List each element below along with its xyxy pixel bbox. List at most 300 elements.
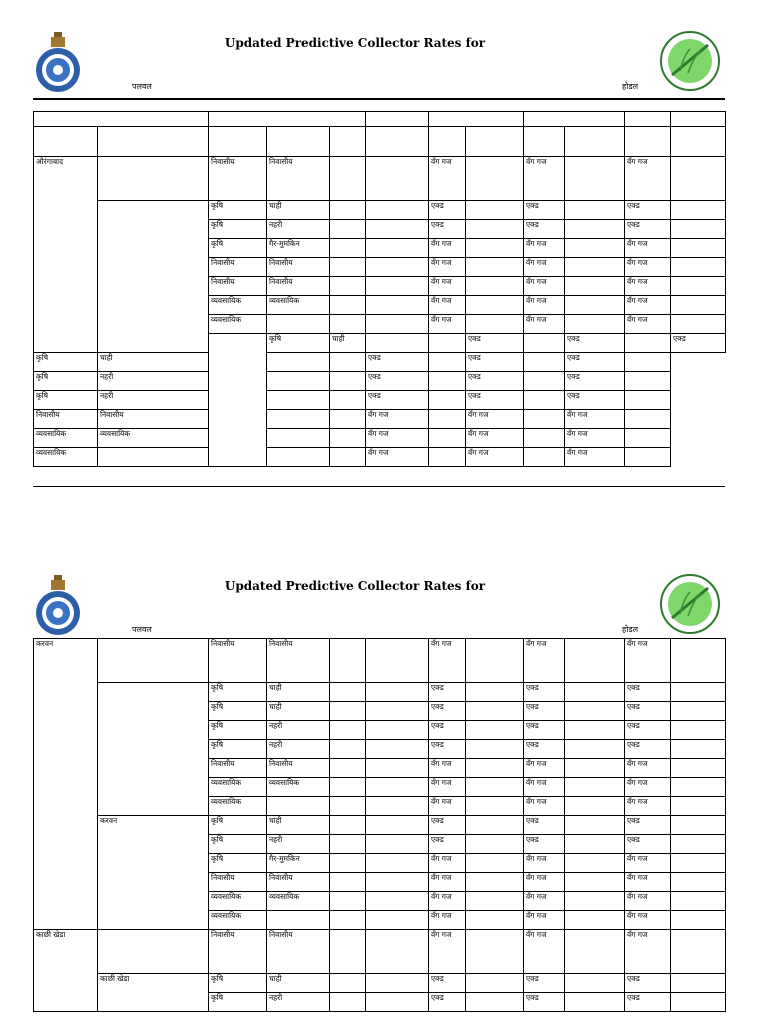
rate-cell [565, 892, 625, 911]
unit-cell: वँग गज [429, 258, 466, 277]
unit-cell: वँग गज [429, 296, 466, 315]
rate-cell [330, 410, 366, 429]
village-cell: काछी खेडा [34, 930, 98, 1012]
rate-cell [366, 759, 429, 778]
land-type-cell: गैर-मुमकिन [267, 854, 330, 873]
unit-cell: एक्ड [524, 816, 565, 835]
unit-cell: वँग गज [524, 854, 565, 873]
unit-cell: वँग गज [625, 258, 671, 277]
rate-cell [330, 429, 366, 448]
rate-cell [565, 683, 625, 702]
sub-village-cell [98, 683, 209, 816]
rate-cell [565, 797, 625, 816]
unit-cell: एक्ड [524, 835, 565, 854]
land-type-cell: चाही [267, 702, 330, 721]
rate-cell [565, 930, 625, 974]
footer-rule [33, 486, 725, 487]
rate-cell [366, 778, 429, 797]
unit-cell: वँग गज [625, 911, 671, 930]
rate-cell [429, 391, 466, 410]
land-type-cell: नहरी [267, 721, 330, 740]
unit-cell: वँग गज [524, 911, 565, 930]
land-type-cell: नहरी [267, 993, 330, 1012]
green-seal-icon [660, 574, 720, 634]
empty-cell [330, 740, 366, 759]
rate-cell [466, 315, 524, 334]
sub-village-cell [98, 930, 209, 974]
land-type-cell: निवासीय [267, 759, 330, 778]
sub-village-cell [209, 334, 267, 467]
unit-cell: वँग गज [429, 892, 466, 911]
unit-cell: एक्ड [466, 334, 524, 353]
rate-cell [366, 892, 429, 911]
land-type-cell: निवासीय [267, 277, 330, 296]
rate-cell [429, 410, 466, 429]
rate-cell [330, 353, 366, 372]
land-category-cell: कृषि [209, 854, 267, 873]
land-category-cell: कृषि [209, 702, 267, 721]
rate-cell [524, 353, 565, 372]
land-category-cell: कृषि [209, 239, 267, 258]
unit-cell: एक्ड [429, 201, 466, 220]
rates-table [33, 111, 726, 467]
land-type-cell: चाही [330, 334, 366, 353]
rate-cell [366, 315, 429, 334]
unit-cell: वँग गज [625, 277, 671, 296]
header-cell [625, 127, 671, 157]
unit-cell: एक्ड [625, 683, 671, 702]
unit-cell: एक्ड [625, 835, 671, 854]
rate-cell [366, 702, 429, 721]
rate-cell [366, 740, 429, 759]
land-type-cell: गैर-मुमकिन [267, 239, 330, 258]
unit-cell: वँग गज [466, 410, 524, 429]
rate-cell [366, 277, 429, 296]
district-label: पलवल [132, 625, 152, 634]
header-cell [565, 127, 625, 157]
rate-cell [466, 892, 524, 911]
table-row [34, 410, 726, 429]
empty-cell [330, 993, 366, 1012]
unit-cell: एक्ड [429, 721, 466, 740]
rate-cell [366, 930, 429, 974]
unit-cell: एक्ड [429, 220, 466, 239]
unit-cell: एक्ड [524, 993, 565, 1012]
rate-cell [565, 702, 625, 721]
land-type-cell: व्यवसायिक [267, 892, 330, 911]
rate-cell [466, 702, 524, 721]
empty-cell [330, 911, 366, 930]
header-cell [466, 127, 524, 157]
rate-cell [671, 201, 726, 220]
rate-cell [524, 372, 565, 391]
unit-cell: वँग गज [429, 911, 466, 930]
header-cell [209, 112, 366, 127]
land-type-cell: व्यवसायिक [98, 429, 209, 448]
empty-cell [330, 721, 366, 740]
rate-cell [565, 220, 625, 239]
unit-cell: एक्ड [565, 372, 625, 391]
unit-cell: वँग गज [524, 277, 565, 296]
rate-cell [671, 816, 726, 835]
rate-cell [671, 778, 726, 797]
empty-cell [267, 410, 330, 429]
rate-cell [466, 258, 524, 277]
rate-cell [671, 220, 726, 239]
empty-cell [330, 639, 366, 683]
rate-cell [466, 993, 524, 1012]
rate-cell [366, 993, 429, 1012]
land-type-cell [98, 448, 209, 467]
land-type-cell: निवासीय [267, 157, 330, 201]
rate-cell [466, 220, 524, 239]
unit-cell: एक्ड [625, 816, 671, 835]
rate-cell [671, 683, 726, 702]
rate-cell [524, 334, 565, 353]
rate-cell [565, 993, 625, 1012]
rate-cell [671, 639, 726, 683]
land-type-cell: व्यवसायिक [267, 296, 330, 315]
rate-cell [466, 201, 524, 220]
rate-cell [330, 372, 366, 391]
unit-cell: एक्ड [524, 721, 565, 740]
unit-cell: वँग गज [524, 778, 565, 797]
empty-cell [330, 797, 366, 816]
unit-cell: वँग गज [524, 759, 565, 778]
land-category-cell: व्यवसायिक [209, 911, 267, 930]
rate-cell [466, 740, 524, 759]
rate-cell [671, 993, 726, 1012]
table-row [34, 930, 726, 974]
header-cell [267, 127, 330, 157]
unit-cell: एक्ड [524, 974, 565, 993]
land-category-cell: कृषि [34, 391, 98, 410]
rate-cell [466, 296, 524, 315]
header-cell [209, 127, 267, 157]
rate-cell [671, 797, 726, 816]
rate-cell [671, 721, 726, 740]
unit-cell: वँग गज [524, 892, 565, 911]
unit-cell: वँग गज [524, 797, 565, 816]
rate-cell [565, 816, 625, 835]
unit-cell: वँग गज [466, 448, 524, 467]
rate-cell [671, 974, 726, 993]
rate-cell [466, 797, 524, 816]
page-section-2 [0, 572, 768, 1024]
table-row [34, 157, 726, 201]
unit-cell: वँग गज [565, 410, 625, 429]
unit-cell: एक्ड [524, 220, 565, 239]
rate-cell [565, 239, 625, 258]
document-title: Updated Predictive Collector Rates for [224, 579, 486, 593]
unit-cell: एक्ड [429, 835, 466, 854]
table-row [34, 683, 726, 702]
unit-cell: वँग गज [524, 639, 565, 683]
rate-cell [671, 930, 726, 974]
unit-cell: वँग गज [429, 277, 466, 296]
rate-cell [671, 854, 726, 873]
rate-cell [366, 201, 429, 220]
land-type-cell [267, 315, 330, 334]
table-row [34, 639, 726, 683]
land-category-cell: व्यवसायिक [209, 892, 267, 911]
unit-cell: वँग गज [524, 315, 565, 334]
unit-cell: एक्ड [524, 201, 565, 220]
land-category-cell: कृषि [34, 372, 98, 391]
unit-cell: वँग गज [524, 239, 565, 258]
header-cell [98, 127, 209, 157]
unit-cell: वँग गज [429, 157, 466, 201]
rate-cell [429, 334, 466, 353]
rate-cell [671, 296, 726, 315]
rate-cell [466, 721, 524, 740]
unit-cell: एक्ड [466, 391, 524, 410]
rate-cell [565, 854, 625, 873]
header-cell [366, 112, 429, 127]
unit-cell: एक्ड [429, 974, 466, 993]
header-cell [429, 127, 466, 157]
empty-cell [330, 277, 366, 296]
unit-cell: एक्ड [565, 334, 625, 353]
table-row [34, 353, 726, 372]
table-row [34, 429, 726, 448]
land-category-cell: निवासीय [209, 873, 267, 892]
land-type-cell [267, 797, 330, 816]
unit-cell: वँग गज [565, 448, 625, 467]
unit-cell: वँग गज [625, 157, 671, 201]
rate-cell [625, 391, 671, 410]
rate-cell [524, 391, 565, 410]
header-cell [429, 112, 524, 127]
empty-cell [330, 930, 366, 974]
land-category-cell: व्यवसायिक [209, 296, 267, 315]
rate-cell [330, 391, 366, 410]
document-title: Updated Predictive Collector Rates for [224, 36, 486, 50]
rate-cell [366, 911, 429, 930]
rate-cell [524, 429, 565, 448]
rate-cell [466, 854, 524, 873]
rate-cell [565, 258, 625, 277]
land-type-cell: नहरी [267, 740, 330, 759]
rate-cell [671, 277, 726, 296]
rate-cell [366, 296, 429, 315]
rate-cell [366, 854, 429, 873]
rate-cell [565, 759, 625, 778]
rate-cell [671, 258, 726, 277]
sub-village-cell [98, 639, 209, 683]
unit-cell: एक्ड [524, 740, 565, 759]
rate-cell [565, 835, 625, 854]
sub-village-cell [98, 157, 209, 201]
rate-cell [671, 157, 726, 201]
land-category-cell: व्यवसायिक [209, 778, 267, 797]
unit-cell: वँग गज [625, 759, 671, 778]
rate-cell [671, 873, 726, 892]
tehsil-label: होडल [622, 82, 639, 91]
unit-cell: वँग गज [625, 930, 671, 974]
rate-cell [366, 258, 429, 277]
rate-cell [671, 239, 726, 258]
unit-cell: एक्ड [466, 353, 524, 372]
land-type-cell: नहरी [98, 391, 209, 410]
village-cell: करवन [34, 639, 98, 930]
sub-village-cell: करवन [98, 816, 209, 930]
rate-cell [565, 721, 625, 740]
rate-cell [671, 835, 726, 854]
header-cell [671, 127, 726, 157]
land-category-cell: कृषि [34, 353, 98, 372]
district-label: पलवल [132, 82, 152, 91]
unit-cell: वँग गज [625, 296, 671, 315]
unit-cell: वँग गज [466, 429, 524, 448]
rate-cell [524, 448, 565, 467]
rate-cell [671, 315, 726, 334]
empty-cell [330, 157, 366, 201]
table-row [34, 391, 726, 410]
header-row [34, 112, 726, 127]
unit-cell: वँग गज [366, 448, 429, 467]
rate-cell [366, 835, 429, 854]
table-row [34, 816, 726, 835]
rate-cell [366, 816, 429, 835]
empty-cell [330, 854, 366, 873]
rate-cell [366, 157, 429, 201]
empty-cell [330, 892, 366, 911]
rate-cell [565, 639, 625, 683]
land-type-cell: नहरी [98, 372, 209, 391]
rate-cell [625, 334, 671, 353]
header-cell [34, 112, 209, 127]
unit-cell: वँग गज [524, 157, 565, 201]
unit-cell: एक्ड [366, 372, 429, 391]
land-type-cell: निवासीय [98, 410, 209, 429]
unit-cell: एक्ड [625, 220, 671, 239]
unit-cell: एक्ड [625, 993, 671, 1012]
sub-village-cell: काछी खेडा [98, 974, 209, 1012]
empty-cell [330, 835, 366, 854]
land-category-cell: कृषि [209, 740, 267, 759]
land-category-cell: कृषि [267, 334, 330, 353]
rates-table [33, 638, 726, 1012]
rate-cell [466, 277, 524, 296]
rate-cell [565, 740, 625, 759]
rate-cell [625, 410, 671, 429]
rate-cell [366, 639, 429, 683]
rate-cell [625, 372, 671, 391]
rate-cell [366, 683, 429, 702]
unit-cell: वँग गज [429, 930, 466, 974]
land-category-cell: कृषि [209, 835, 267, 854]
land-category-cell: कृषि [209, 721, 267, 740]
unit-cell: एक्ड [429, 683, 466, 702]
unit-cell: एक्ड [625, 201, 671, 220]
empty-cell [330, 778, 366, 797]
rate-cell [366, 721, 429, 740]
empty-cell [267, 429, 330, 448]
sub-village-cell [98, 201, 209, 353]
land-category-cell: निवासीय [209, 258, 267, 277]
land-type-cell: नहरी [267, 835, 330, 854]
rate-cell [565, 911, 625, 930]
header-cell [330, 127, 366, 157]
rate-cell [671, 892, 726, 911]
land-category-cell: निवासीय [209, 157, 267, 201]
unit-cell: एक्ड [466, 372, 524, 391]
rate-cell [466, 639, 524, 683]
unit-cell: एक्ड [565, 391, 625, 410]
land-category-cell: व्यवसायिक [209, 797, 267, 816]
unit-cell: वँग गज [524, 258, 565, 277]
land-category-cell: निवासीय [209, 639, 267, 683]
unit-cell: वँग गज [429, 759, 466, 778]
land-category-cell: निवासीय [209, 277, 267, 296]
land-type-cell: चाही [267, 816, 330, 835]
land-type-cell: नहरी [267, 220, 330, 239]
empty-cell [330, 702, 366, 721]
unit-cell: वँग गज [625, 892, 671, 911]
empty-cell [330, 239, 366, 258]
rate-cell [565, 974, 625, 993]
unit-cell: वँग गज [524, 873, 565, 892]
land-type-cell: चाही [98, 353, 209, 372]
header-rule [33, 98, 725, 100]
unit-cell: वँग गज [429, 873, 466, 892]
rate-cell [565, 157, 625, 201]
rate-cell [565, 277, 625, 296]
land-category-cell: कृषि [209, 816, 267, 835]
rate-cell [429, 429, 466, 448]
land-type-cell: व्यवसायिक [267, 778, 330, 797]
rate-cell [671, 702, 726, 721]
unit-cell: एक्ड [625, 721, 671, 740]
unit-cell: एक्ड [429, 993, 466, 1012]
header-cell [34, 127, 98, 157]
rate-cell [366, 220, 429, 239]
table-row [34, 974, 726, 993]
unit-cell: वँग गज [429, 315, 466, 334]
rate-cell [466, 816, 524, 835]
rate-cell [366, 239, 429, 258]
land-type-cell: चाही [267, 974, 330, 993]
rate-cell [330, 448, 366, 467]
land-category-cell: कृषि [209, 201, 267, 220]
land-category-cell: निवासीय [209, 930, 267, 974]
unit-cell: एक्ड [565, 353, 625, 372]
empty-cell [330, 315, 366, 334]
header-cell [625, 112, 671, 127]
rate-cell [466, 759, 524, 778]
rate-cell [466, 157, 524, 201]
rate-cell [625, 429, 671, 448]
unit-cell: वँग गज [429, 639, 466, 683]
unit-cell: वँग गज [429, 854, 466, 873]
rate-cell [466, 974, 524, 993]
rate-cell [466, 873, 524, 892]
empty-cell [330, 974, 366, 993]
unit-cell: एक्ड [524, 702, 565, 721]
unit-cell: वँग गज [429, 778, 466, 797]
table-row [34, 372, 726, 391]
tehsil-label: होडल [622, 625, 639, 634]
unit-cell: वँग गज [366, 429, 429, 448]
rate-cell [466, 778, 524, 797]
land-type-cell: निवासीय [267, 930, 330, 974]
empty-cell [267, 353, 330, 372]
land-type-cell: निवासीय [267, 639, 330, 683]
rate-cell [565, 296, 625, 315]
empty-cell [330, 759, 366, 778]
land-category-cell: व्यवसायिक [209, 315, 267, 334]
